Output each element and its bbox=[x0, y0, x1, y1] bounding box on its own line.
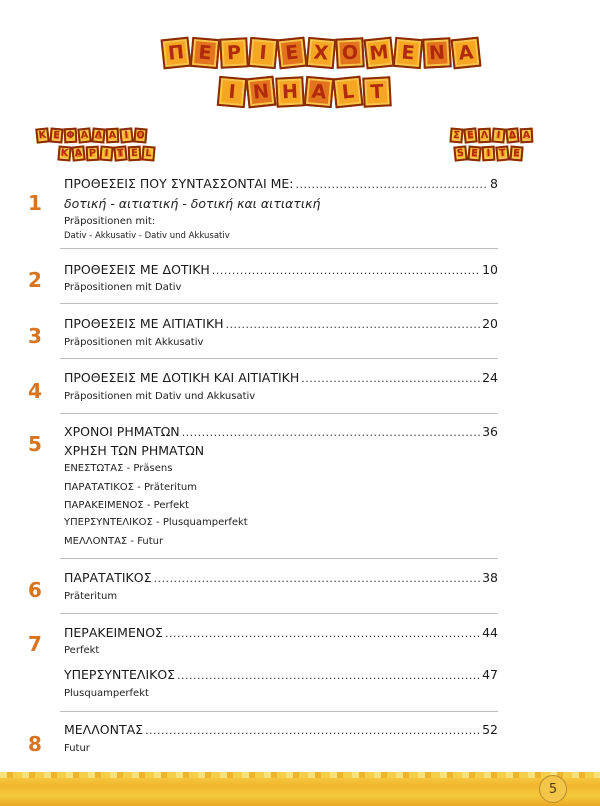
header-letter: A bbox=[71, 145, 85, 161]
leader-dots bbox=[153, 572, 480, 585]
chapter-number: 1 bbox=[28, 191, 42, 215]
header-letter: T bbox=[113, 145, 127, 161]
chapter-greek-subtitle: δοτική - αιτιατική - δοτική και αιτιατική bbox=[64, 196, 321, 211]
leader-dots bbox=[301, 372, 480, 385]
header-letter: E bbox=[49, 127, 63, 143]
toc-entry[interactable] bbox=[64, 316, 498, 331]
chapter-subtitle: Präteritum bbox=[64, 591, 118, 602]
leader-dots bbox=[212, 264, 480, 277]
kapitel-header-line-1 bbox=[36, 128, 148, 143]
title-letter: Ε bbox=[277, 37, 308, 70]
title-line-2 bbox=[218, 77, 392, 107]
title-letter: Α bbox=[451, 37, 482, 70]
tense-item: ΕΝΕΣΤΩΤΑΣ - Präsens bbox=[64, 463, 173, 474]
header-letter: L bbox=[141, 145, 155, 161]
header-letter: I bbox=[482, 146, 496, 162]
title-letter: Χ bbox=[306, 37, 337, 69]
page-ref: 24 bbox=[482, 370, 498, 385]
leader-dots bbox=[296, 178, 489, 191]
header-letter: K bbox=[57, 145, 71, 161]
title-letter: Ι bbox=[248, 37, 279, 69]
chapter-subtitle: Präpositionen mit: bbox=[64, 216, 156, 227]
toc-entry[interactable] bbox=[64, 424, 498, 439]
header-letter: Ο bbox=[133, 127, 147, 143]
title-letter: T bbox=[362, 76, 392, 107]
chapter-number: 8 bbox=[28, 732, 42, 756]
chapter-subtitle: Präpositionen mit Dativ bbox=[64, 282, 182, 293]
chapter-number: 3 bbox=[28, 324, 42, 348]
chapter-title: ΠΡΟΘΕΣΕΙΣ ΜΕ ΔΟΤΙΚΗ ΚΑΙ ΑΙΤΙΑΤΙΚΗ bbox=[64, 370, 300, 385]
divider bbox=[60, 248, 498, 249]
header-letter: I bbox=[99, 145, 113, 161]
kapitel-header-line-2 bbox=[58, 146, 156, 161]
toc-entry[interactable] bbox=[64, 667, 498, 682]
divider bbox=[60, 613, 498, 614]
header-letter: Σ bbox=[449, 127, 463, 143]
title-letter: H bbox=[275, 76, 305, 107]
page-ref: 8 bbox=[490, 176, 498, 191]
leader-dots bbox=[226, 318, 481, 331]
title-letter: Ν bbox=[422, 37, 452, 68]
header-letter: Α bbox=[106, 128, 120, 144]
chapter-number: 2 bbox=[28, 268, 42, 292]
toc-entry[interactable] bbox=[64, 625, 498, 640]
divider bbox=[60, 413, 498, 414]
header-letter: Ι bbox=[119, 127, 133, 143]
title-letter: A bbox=[304, 76, 335, 108]
leader-dots bbox=[145, 724, 480, 737]
chapter-title: ΠΡΟΘΕΣΕΙΣ ΜΕ ΑΙΤΙΑΤΙΚΗ bbox=[64, 316, 224, 331]
chapter-subtitle: Präpositionen mit Dativ und Akkusativ bbox=[64, 391, 256, 402]
header-letter: E bbox=[467, 145, 481, 161]
tense-item: ΠΑΡΑΤΑΤΙΚΟΣ - Präteritum bbox=[64, 482, 198, 493]
leader-dots bbox=[177, 669, 480, 682]
header-letter: Ε bbox=[463, 127, 477, 143]
chapter-title: ΠΡΟΘΕΣΕΙΣ ΠΟΥ ΣΥΝΤΑΣΣΟΝΤΑΙ ΜΕ: bbox=[64, 176, 294, 191]
title-letter: I bbox=[217, 76, 248, 108]
divider bbox=[60, 711, 498, 712]
toc-entry[interactable] bbox=[64, 570, 498, 585]
title-letter: Ε bbox=[393, 37, 424, 69]
title-letter: Μ bbox=[364, 37, 395, 70]
divider bbox=[60, 303, 498, 304]
chapter-number: 6 bbox=[28, 578, 42, 602]
header-letter: Δ bbox=[505, 127, 519, 143]
page-ref: 52 bbox=[482, 722, 498, 737]
tense-item: ΜΕΛΛΟΝΤΑΣ - Futur bbox=[64, 536, 164, 547]
header-letter: Ι bbox=[491, 127, 505, 143]
chapter-title: ΠΡΟΘΕΣΕΙΣ ΜΕ ΔΟΤΙΚΗ bbox=[64, 262, 210, 277]
toc-entry[interactable] bbox=[64, 722, 498, 737]
footer-decoration bbox=[0, 772, 600, 806]
page-ref: 47 bbox=[482, 667, 498, 682]
header-letter: K bbox=[35, 127, 49, 143]
header-letter: E bbox=[509, 145, 523, 161]
toc-entry[interactable] bbox=[64, 262, 498, 277]
page-ref: 44 bbox=[482, 625, 498, 640]
chapter-detail: Dativ - Akkusativ - Dativ und Akkusativ bbox=[64, 231, 230, 241]
divider bbox=[60, 558, 498, 559]
title-letter: Ο bbox=[335, 37, 365, 68]
chapter-subtitle: Futur bbox=[64, 743, 90, 754]
title-letter: Ε bbox=[190, 37, 221, 69]
header-letter: Α bbox=[520, 128, 534, 144]
title-letter: Ρ bbox=[219, 37, 249, 68]
header-letter: P bbox=[86, 146, 100, 162]
header-letter: Α bbox=[77, 127, 91, 143]
divider bbox=[60, 358, 498, 359]
chapter-subtitle: Präpositionen mit Akkusativ bbox=[64, 337, 204, 348]
chapter-title: ΠΑΡΑΤΑΤΙΚΟΣ bbox=[64, 570, 152, 585]
toc-entry[interactable] bbox=[64, 370, 498, 385]
chapter-title: ΥΠΕΡΣΥΝΤΕΛΙΚΟΣ bbox=[64, 667, 176, 682]
leader-dots bbox=[165, 627, 480, 640]
chapter-number: 5 bbox=[28, 432, 42, 456]
title-letter: Π bbox=[161, 37, 192, 70]
title-letter: N bbox=[246, 76, 277, 109]
header-letter: Λ bbox=[478, 128, 492, 144]
tense-item: ΠΑΡΑΚΕΙΜΕΝΟΣ - Perfekt bbox=[64, 500, 189, 511]
tense-item: ΥΠΕΡΣΥΝΤΕΛΙΚΟΣ - Plusquamperfekt bbox=[64, 517, 248, 528]
title-letter: L bbox=[333, 76, 364, 109]
chapter-number: 7 bbox=[28, 632, 42, 656]
header-letter: S bbox=[453, 145, 467, 161]
chapter-title: ΜΕΛΛΟΝΤΑΣ bbox=[64, 722, 144, 737]
chapter-subtitle: Plusquamperfekt bbox=[64, 688, 149, 699]
chapter-number: 4 bbox=[28, 379, 42, 403]
chapter-title: ΠΕΡΑΚΕΙΜΕΝΟΣ bbox=[64, 625, 163, 640]
leader-dots bbox=[182, 426, 480, 439]
page-ref: 10 bbox=[482, 262, 498, 277]
header-letter: T bbox=[495, 145, 509, 161]
chapter-subtitle: Perfekt bbox=[64, 645, 100, 656]
header-letter: Λ bbox=[91, 127, 105, 143]
page-ref: 20 bbox=[482, 316, 498, 331]
page-ref: 38 bbox=[482, 570, 498, 585]
toc-entry[interactable] bbox=[64, 176, 498, 191]
seite-header-line-1 bbox=[450, 128, 534, 143]
seite-header-line-2 bbox=[454, 146, 524, 161]
chapter-title: ΧΡΟΝΟΙ ΡΗΜΑΤΩΝ bbox=[64, 424, 180, 439]
header-letter: E bbox=[128, 146, 142, 162]
header-letter: Φ bbox=[64, 128, 78, 144]
title-line-1 bbox=[162, 38, 481, 68]
page-ref: 36 bbox=[482, 424, 498, 439]
page-number: 5 bbox=[539, 775, 567, 803]
chapter-title-secondary: ΧΡΗΣΗ ΤΩΝ ΡΗΜΑΤΩΝ bbox=[64, 443, 205, 458]
